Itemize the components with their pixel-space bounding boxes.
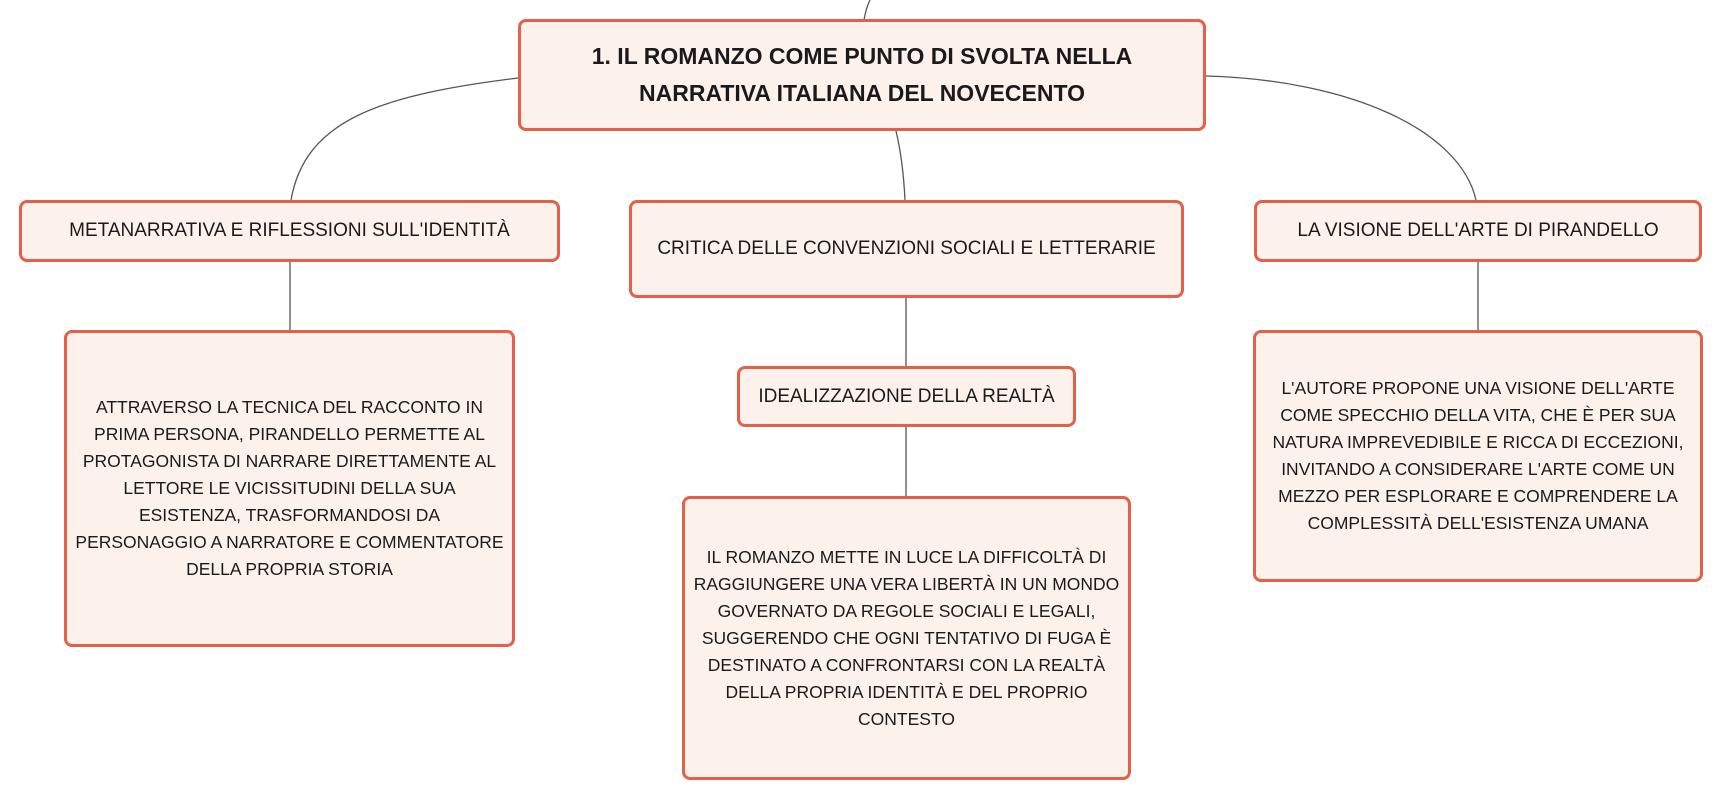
leaf-node-visione-arte[interactable] <box>1253 330 1703 582</box>
connector-root-to-critica <box>896 131 905 200</box>
branch-node-label: CRITICA DELLE CONVENZIONI SOCIALI E LETTERARIE <box>657 238 1156 259</box>
branch-node-label: LA VISIONE DELL'ARTE DI PIRANDELLO <box>1297 220 1659 241</box>
connector-root-to-visione <box>1206 76 1476 200</box>
branch-node-visione-arte[interactable] <box>1254 200 1702 262</box>
leaf-node-liberta[interactable] <box>682 496 1131 780</box>
branch-node-critica[interactable] <box>629 200 1184 298</box>
connector-into-root <box>864 0 870 20</box>
leaf-node-racconto-prima-persona[interactable] <box>64 330 515 647</box>
branch-node-metanarrativa[interactable] <box>19 200 560 262</box>
leaf-node-text: ATTRAVERSO LA TECNICA DEL RACCONTO IN PRIMA PERSONA, PIRANDELLO PERMETTE AL PROTAGONISTA DI NARRARE DIRETTAMENTE AL LETTORE LE VICISSITUDINI DELLA SUA ESISTENZA, TRASFORMANDOSI DA PERSONAGGIO A NARRATORE E COMMENTATORE DELLA PROPRIA STORIA <box>75 397 504 579</box>
connector-root-to-metanarrativa <box>291 78 518 200</box>
leaf-node-text: L'AUTORE PROPONE UNA VISIONE DELL'ARTE COME SPECCHIO DELLA VITA, CHE È PER SUA NATURA IMPREVEDIBILE E RICCA DI ECCEZIONI, INVITANDO A CONSIDERARE L'ARTE COME UN MEZZO PER ESPLORARE E COMPRENDERE LA COMPLESSITÀ DELL'ESISTENZA UMANA <box>1272 378 1684 533</box>
root-node-label: 1. IL ROMANZO COME PUNTO DI SVOLTA NELLA NARRATIVA ITALIANA DEL NOVECENTO <box>591 43 1133 106</box>
root-node[interactable] <box>518 19 1206 131</box>
leaf-node-text: IL ROMANZO METTE IN LUCE LA DIFFICOLTÀ DI RAGGIUNGERE UNA VERA LIBERTÀ IN UN MONDO GOVERNATO DA REGOLE SOCIALI E LEGALI, SUGGERENDO CHE OGNI TENTATIVO DI FUGA È DESTINATO A CONFRONTARSI CON LA REALTÀ DELLA PROPRIA IDENTITÀ E DEL PROPRIO CONTESTO <box>693 546 1120 729</box>
branch-node-label: METANARRATIVA E RIFLESSIONI SULL'IDENTITÀ <box>69 220 510 241</box>
subbranch-node-idealizzazione[interactable] <box>737 366 1076 427</box>
subbranch-node-label: IDEALIZZAZIONE DELLA REALTÀ <box>758 385 1055 407</box>
